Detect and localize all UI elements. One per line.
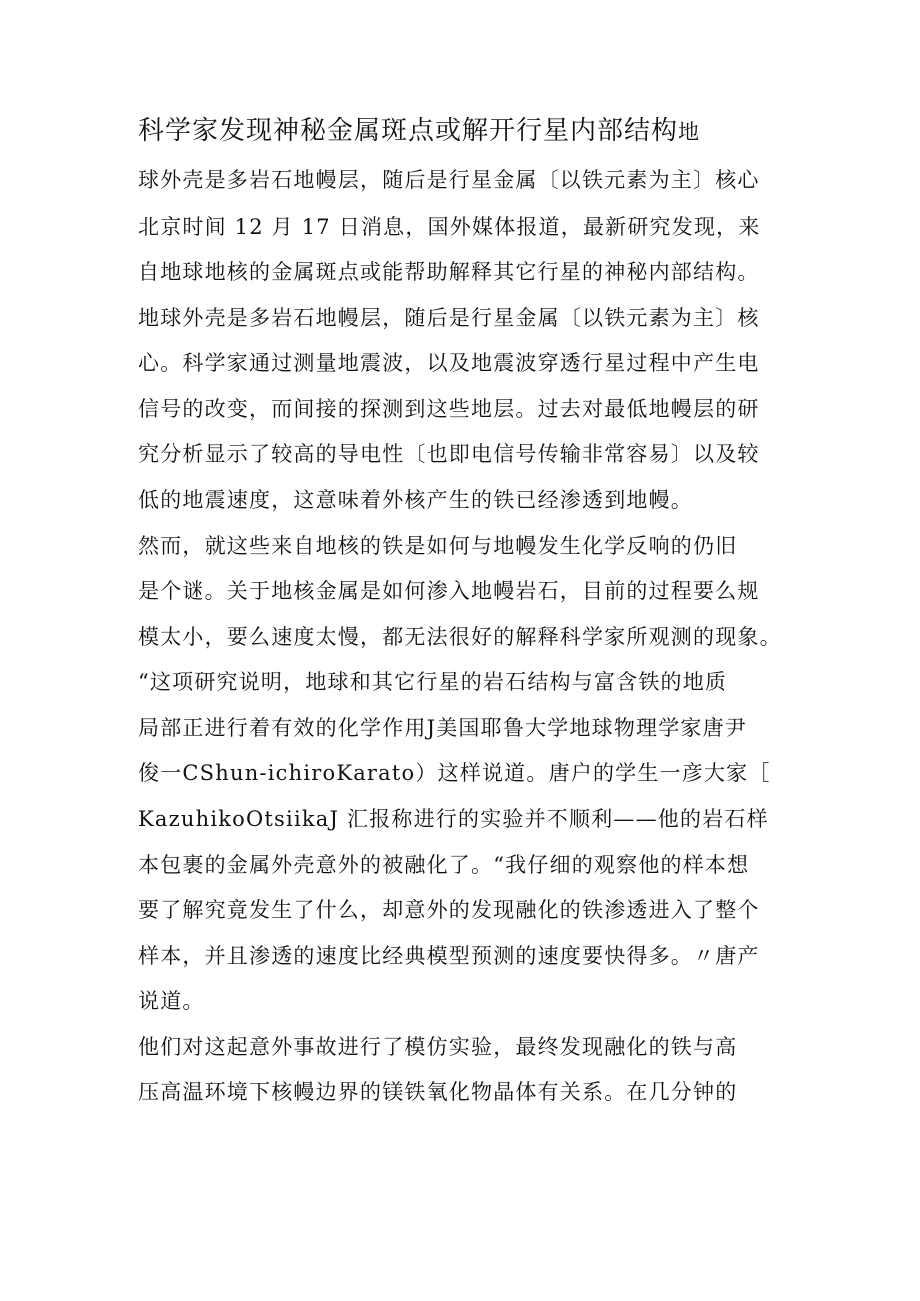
text-line: 局部正进行着有效的化学作用J美国耶鲁大学地球物理学家唐尹 [138,716,748,740]
text-line: KazuhikoOtsiikaJ 汇报称进行的实验并不顺利——他的岩石样 [138,807,769,831]
text-line: 压高温环境下核幔边界的镁铁氧化物晶体有关系。在几分钟的 [138,1080,738,1104]
text-line: 他们对这起意外事故进行了模仿实验，最终发现融化的铁与高 [138,1035,738,1059]
text-line: 地球外壳是多岩石地幔层，随后是行星金属〔以铁元素为主〕核 [138,306,760,330]
text-line: 模太小，要么速度太慢，都无法很好的解释科学家所观测的现象。 [138,625,782,649]
document-title [138,115,700,148]
text-line: 信号的改变，而间接的探测到这些地层。过去对最低地幔层的研 [138,397,760,421]
title-text: 科学家发现神秘金属斑点或解开行星内部结构 [138,116,679,146]
text-line: 北京时间 12 月 17 日消息，国外媒体报道，最新研究发现，来 [138,215,761,239]
text-line: 俊一CShun-ichiroKarato）这样说道。唐户的学生一彦大家［ [138,761,771,785]
text-line: 要了解究竟发生了什么，却意外的发现融化的铁渗透进入了整个 [138,898,760,922]
text-line: 自地球地核的金属斑点或能帮助解释其它行星的神秘内部结构。 [138,260,760,284]
text-line: 究分析显示了较高的导电性〔也即电信号传输非常容易〕以及较 [138,442,760,466]
text-line: 低的地震速度，这意味着外核产生的铁已经渗透到地幔。 [138,488,693,512]
text-line: “这项研究说明，地球和其它行星的岩石结构与富含铁的地质 [138,670,728,694]
text-line: 然而，就这些来自地核的铁是如何与地幔发生化学反响的仍旧 [138,534,738,558]
text-line: 是个谜。关于地核金属是如何渗入地幔岩石，目前的过程要么规 [138,579,760,603]
title-tail-text: 地 [678,120,701,144]
text-line: 样本，并且渗透的速度比经典模型预测的速度要快得多。〃唐产 [138,944,760,968]
text-line: 心。科学家通过测量地震波，以及地震波穿透行星过程中产生电 [138,351,760,375]
text-line: 球外壳是多岩石地幔层，随后是行星金属〔以铁元素为主〕核心 [138,168,760,192]
text-line: 说道。 [138,989,205,1013]
text-line: 本包裹的金属外壳意外的被融化了。“我仔细的观察他的样本想 [138,853,750,877]
